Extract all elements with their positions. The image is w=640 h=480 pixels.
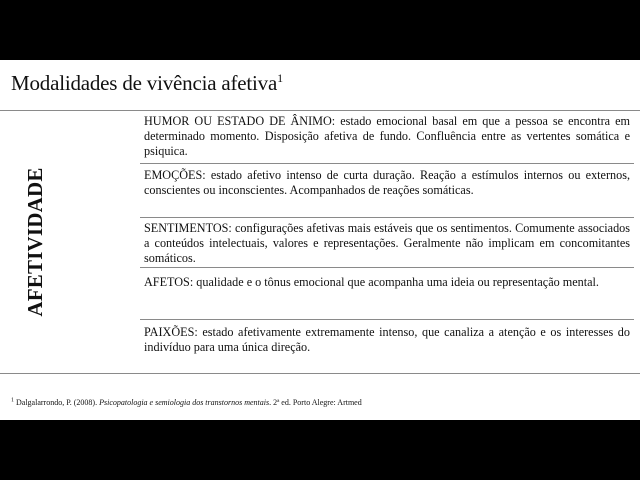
footnote [11, 398, 362, 407]
list-item [144, 275, 630, 290]
item-divider [140, 267, 634, 268]
item-divider [140, 163, 634, 164]
footnote-marker: 1 [11, 397, 14, 404]
footnote-book-title: Psicopatologia e semiologia dos transtornos mentais [99, 398, 270, 407]
footnote-author: Dalgalarrondo, P. (2008). [14, 398, 100, 407]
list-item [144, 221, 630, 267]
item-term: HUMOR OU ESTADO DE ÂNIMO: [144, 114, 336, 128]
list-item [144, 114, 630, 160]
footnote-publication: . 2ª ed. Porto Alegre: Artmed [269, 398, 362, 407]
item-term: EMOÇÕES: [144, 168, 206, 182]
item-term: AFETOS: [144, 275, 194, 289]
item-text: estado afetivamente extremamente intenso, que canaliza a atenção e os interesses do indivíduo para uma única direção. [144, 325, 630, 355]
bottom-divider [0, 373, 640, 374]
list-item [144, 325, 630, 355]
item-text: estado emocional basal em que a pessoa se encontra em determinado momento. Disposição afetiva de fundo. Confluência entre as vertentes somática e psiquica. [144, 114, 631, 159]
list-item [144, 168, 630, 198]
side-label: AFETIVIDADE [23, 167, 47, 317]
item-divider [140, 217, 634, 218]
item-divider [140, 319, 634, 320]
item-text: qualidade e o tônus emocional que acompanha uma ideia ou representação mental. [193, 275, 599, 289]
item-text: estado afetivo intenso de curta duração. Reação a estímulos internos ou externos, conscientes ou inconscientes. Acompanhados de reações somáticas. [144, 168, 630, 198]
title-footnote-marker: 1 [277, 71, 283, 85]
title-divider [0, 110, 640, 111]
slide-title-text: Modalidades de vivência afetiva [11, 71, 278, 95]
item-text: configurações afetivas mais estáveis que os sentimentos. Comumente associados a conteúdos intelectuais, valores e representações. Geralmente não implicam em concomitantes somáticos. [144, 221, 630, 266]
item-term: PAIXÕES: [144, 325, 198, 339]
slide [0, 60, 640, 420]
item-term: SENTIMENTOS: [144, 221, 232, 235]
slide-title [11, 71, 283, 96]
